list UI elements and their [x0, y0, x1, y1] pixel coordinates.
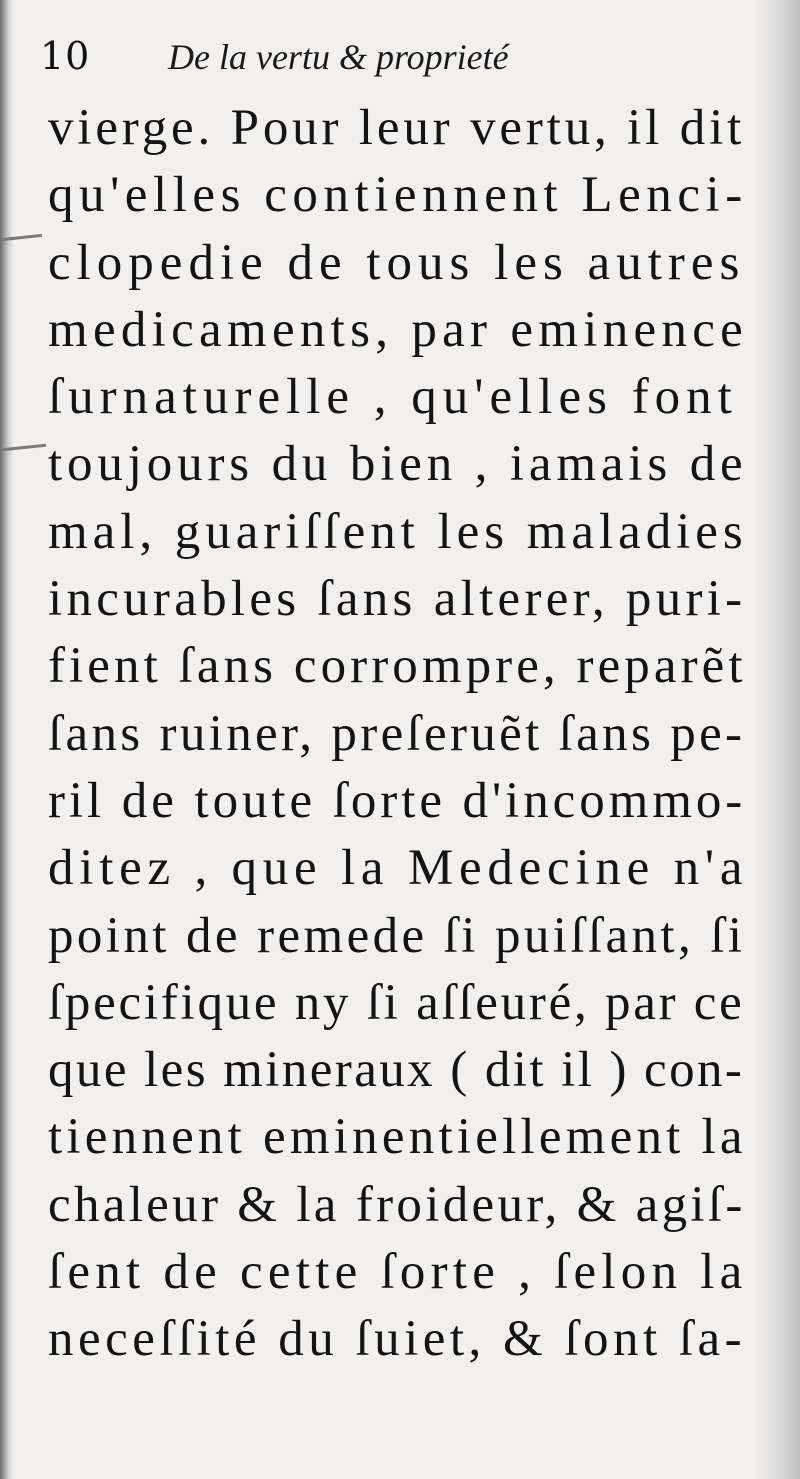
- text-line: ſurnaturelle , qu'elles font: [48, 369, 738, 426]
- text-line: neceſſité du ſuiet, & ſont ſa-: [48, 1311, 747, 1368]
- text-line: toujours du bien , iamais de: [48, 436, 748, 493]
- text-line: ſpecifique ny ſi aſſeuré, par ce: [48, 974, 745, 1031]
- text-line: vierge. Pour leur vertu, il dit: [48, 100, 746, 156]
- text-line: chaleur & la froideur, & agiſ-: [48, 1176, 746, 1233]
- text-line: que les mineraux ( dit il ) con-: [48, 1042, 745, 1099]
- text-line: clopedie de tous les autres: [48, 234, 746, 291]
- binding-shadow: [0, 0, 14, 1479]
- text-line: ſent de cette ſorte , ſelon la: [48, 1244, 748, 1301]
- text-line: medicaments, par eminence: [48, 301, 749, 358]
- text-line: fient ſans corrompre, reparẽt: [48, 638, 747, 695]
- text-line: incurables ſans alterer, puri-: [48, 571, 747, 628]
- text-line: ſans ruiner, preſeruẽt ſans pe-: [48, 705, 746, 762]
- page-number: 10: [40, 34, 91, 78]
- page-edge: [754, 0, 800, 1479]
- text-line: qu'elles contiennent Lenci-: [48, 167, 748, 224]
- text-line: tiennent eminentiellement la: [48, 1109, 747, 1166]
- body-text: [48, 95, 748, 1374]
- text-line: mal, guariſſent les maladies: [48, 503, 748, 560]
- text-line: ditez , que la Medecine n'a: [48, 840, 749, 897]
- text-line: point de remede ſi puiſſant, ſi: [48, 907, 746, 964]
- text-line: ril de toute ſorte d'incommo-: [48, 772, 747, 829]
- running-title: De la vertu & proprieté: [168, 37, 509, 77]
